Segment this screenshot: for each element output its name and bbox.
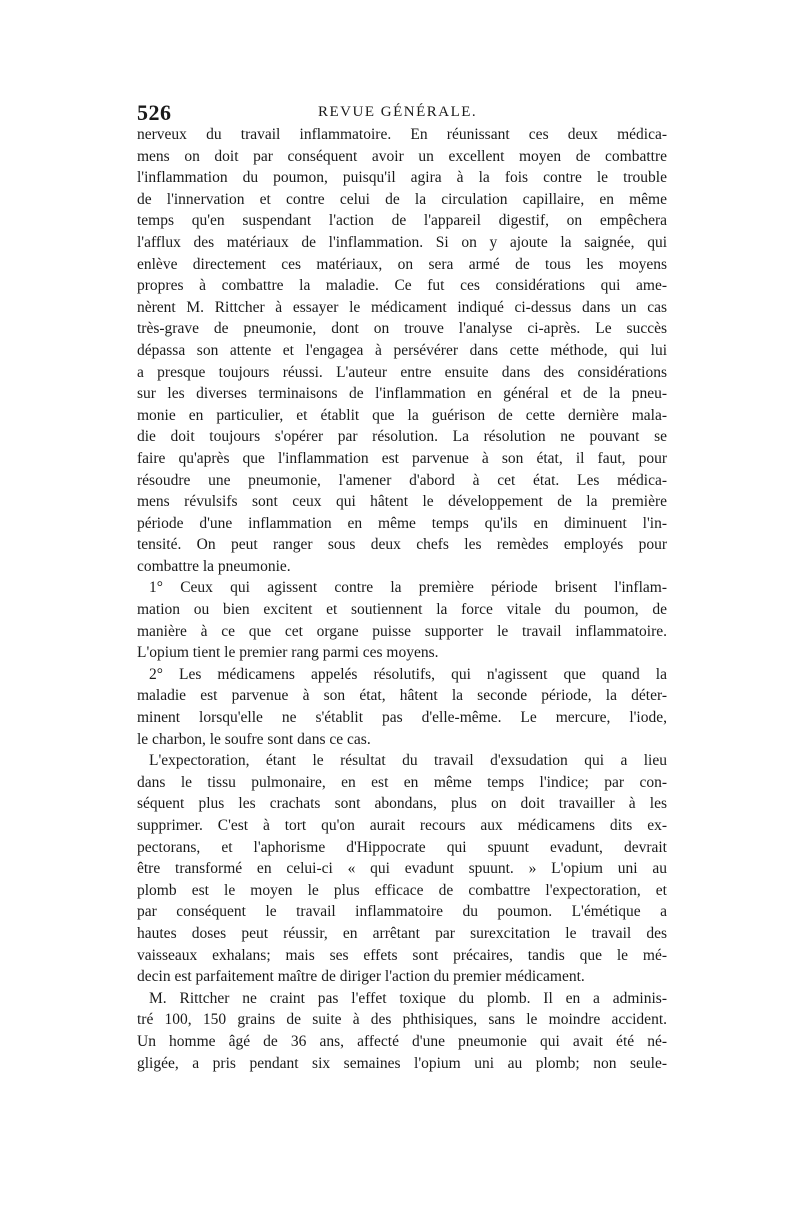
text-line: supprimer. C'est à tort qu'on aurait recours aux médicamens dits ex-: [137, 817, 667, 834]
text-line: sur les diverses terminaisons de l'inflammation en général et de la pneu-: [137, 385, 667, 403]
text-line: vaisseaux exhalans; mais ses effets sont précaires, tandis que le mé-: [137, 946, 667, 964]
text-line: enlève directement ces matériaux, on sera armé de tous les moyens: [137, 255, 667, 273]
text-line: monie en particulier, et établit que la guérison de cette dernière mala-: [137, 406, 667, 424]
text-line: Un homme âgé de 36 ans, affecté d'une pneumonie qui avait été né-: [137, 1032, 667, 1050]
text-line: tensité. On peut ranger sous deux chefs les remèdes employés pour: [137, 536, 667, 554]
text-line: être transformé en celui-ci « qui evadunt spuunt. » L'opium uni au: [137, 860, 667, 878]
paragraph: [137, 750, 667, 988]
text-line: mation ou bien excitent et soutiennent la force vitale du poumon, de: [137, 601, 667, 619]
text-line: L'expectoration, étant le résultat du travail d'exsudation qui a lieu: [149, 752, 667, 770]
text-line: mens on doit par conséquent avoir un excellent moyen de combattre: [137, 147, 667, 165]
text-line: séquent plus les crachats sont abondans, plus on doit travailler à les: [137, 795, 667, 813]
text-line: de l'innervation et contre celui de la circulation capillaire, en même: [137, 190, 667, 208]
text-line: minent lorsqu'elle ne s'établit pas d'elle-même. Le mercure, l'iode,: [137, 709, 667, 727]
text-line: gligée, a pris pendant six semaines l'opium uni au plomb; non seule-: [137, 1054, 667, 1072]
paragraph: [137, 664, 667, 750]
text-line: l'inflammation du poumon, puisqu'il agira à la fois contre le trouble: [137, 169, 667, 187]
text-line: l'afflux des matériaux de l'inflammation. Si on y ajoute la saignée, qui: [137, 233, 667, 251]
paragraph: [137, 124, 667, 577]
text-line: die doit toujours s'opérer par résolution. La résolution ne pouvant se: [137, 428, 667, 446]
text-line: combattre la pneumonie.: [137, 557, 291, 575]
text-line: nèrent M. Rittcher à essayer le médicament indiqué ci-dessus dans un cas: [137, 298, 667, 316]
page-header: [137, 100, 672, 124]
text-line: tré 100, 150 grains de suite à des phthisiques, sans le moindre accident.: [137, 1011, 667, 1029]
text-line: nerveux du travail inflammatoire. En réunissant ces deux médica-: [137, 126, 667, 143]
text-line: temps qu'en suspendant l'action de l'appareil digestif, on empêchera: [137, 212, 667, 230]
paragraph: [137, 988, 667, 1074]
text-line: L'opium tient le premier rang parmi ces moyens.: [137, 644, 439, 662]
text-line: période d'une inflammation en même temps qu'ils en diminuent l'in-: [137, 514, 667, 532]
text-line: hautes doses peut réussir, en arrêtant par surexcitation le travail des: [137, 924, 667, 942]
text-line: mens révulsifs sont ceux qui hâtent le développement de la première: [137, 493, 667, 511]
text-line: a presque toujours réussi. L'auteur entre ensuite dans des considérations: [137, 363, 667, 381]
paragraph: [137, 577, 667, 663]
text-line: pectorans, et l'aphorisme d'Hippocrate qui spuunt evadunt, devrait: [137, 838, 667, 856]
text-line: 1° Ceux qui agissent contre la première période brisent l'inflam-: [149, 579, 667, 597]
running-title: REVUE GÉNÉRALE.: [318, 104, 478, 120]
text-line: le charbon, le soufre sont dans ce cas.: [137, 730, 371, 748]
text-line: propres à combattre la maladie. Ce fut ces considérations qui ame-: [137, 277, 667, 295]
text-line: plomb est le moyen le plus efficace de combattre l'expectoration, et: [137, 881, 667, 899]
text-line: par conséquent le travail inflammatoire du poumon. L'émétique a: [137, 903, 667, 921]
text-line: faire qu'après que l'inflammation est parvenue à son état, il faut, pour: [137, 449, 667, 467]
body-text: [137, 124, 667, 1074]
text-line: M. Rittcher ne craint pas l'effet toxique du plomb. Il en a adminis-: [149, 989, 667, 1007]
text-line: 2° Les médicamens appelés résolutifs, qui n'agissent que quand la: [149, 665, 667, 683]
text-line: très-grave de pneumonie, dont on trouve l'analyse ci-après. Le succès: [137, 320, 667, 338]
text-line: dépassa son attente et l'engagea à persévérer dans cette méthode, qui lui: [137, 341, 667, 359]
text-line: maladie est parvenue à son état, hâtent la seconde période, la déter-: [137, 687, 667, 705]
text-line: manière à ce que cet organe puisse supporter le travail inflammatoire.: [137, 622, 667, 640]
text-line: decin est parfaitement maître de diriger l'action du premier médicament.: [137, 968, 585, 986]
text-line: dans le tissu pulmonaire, en est en même temps l'indice; par con-: [137, 773, 667, 791]
text-line: résoudre une pneumonie, l'amener d'abord à cet état. Les médica-: [137, 471, 667, 489]
page-number: 526: [137, 100, 172, 125]
